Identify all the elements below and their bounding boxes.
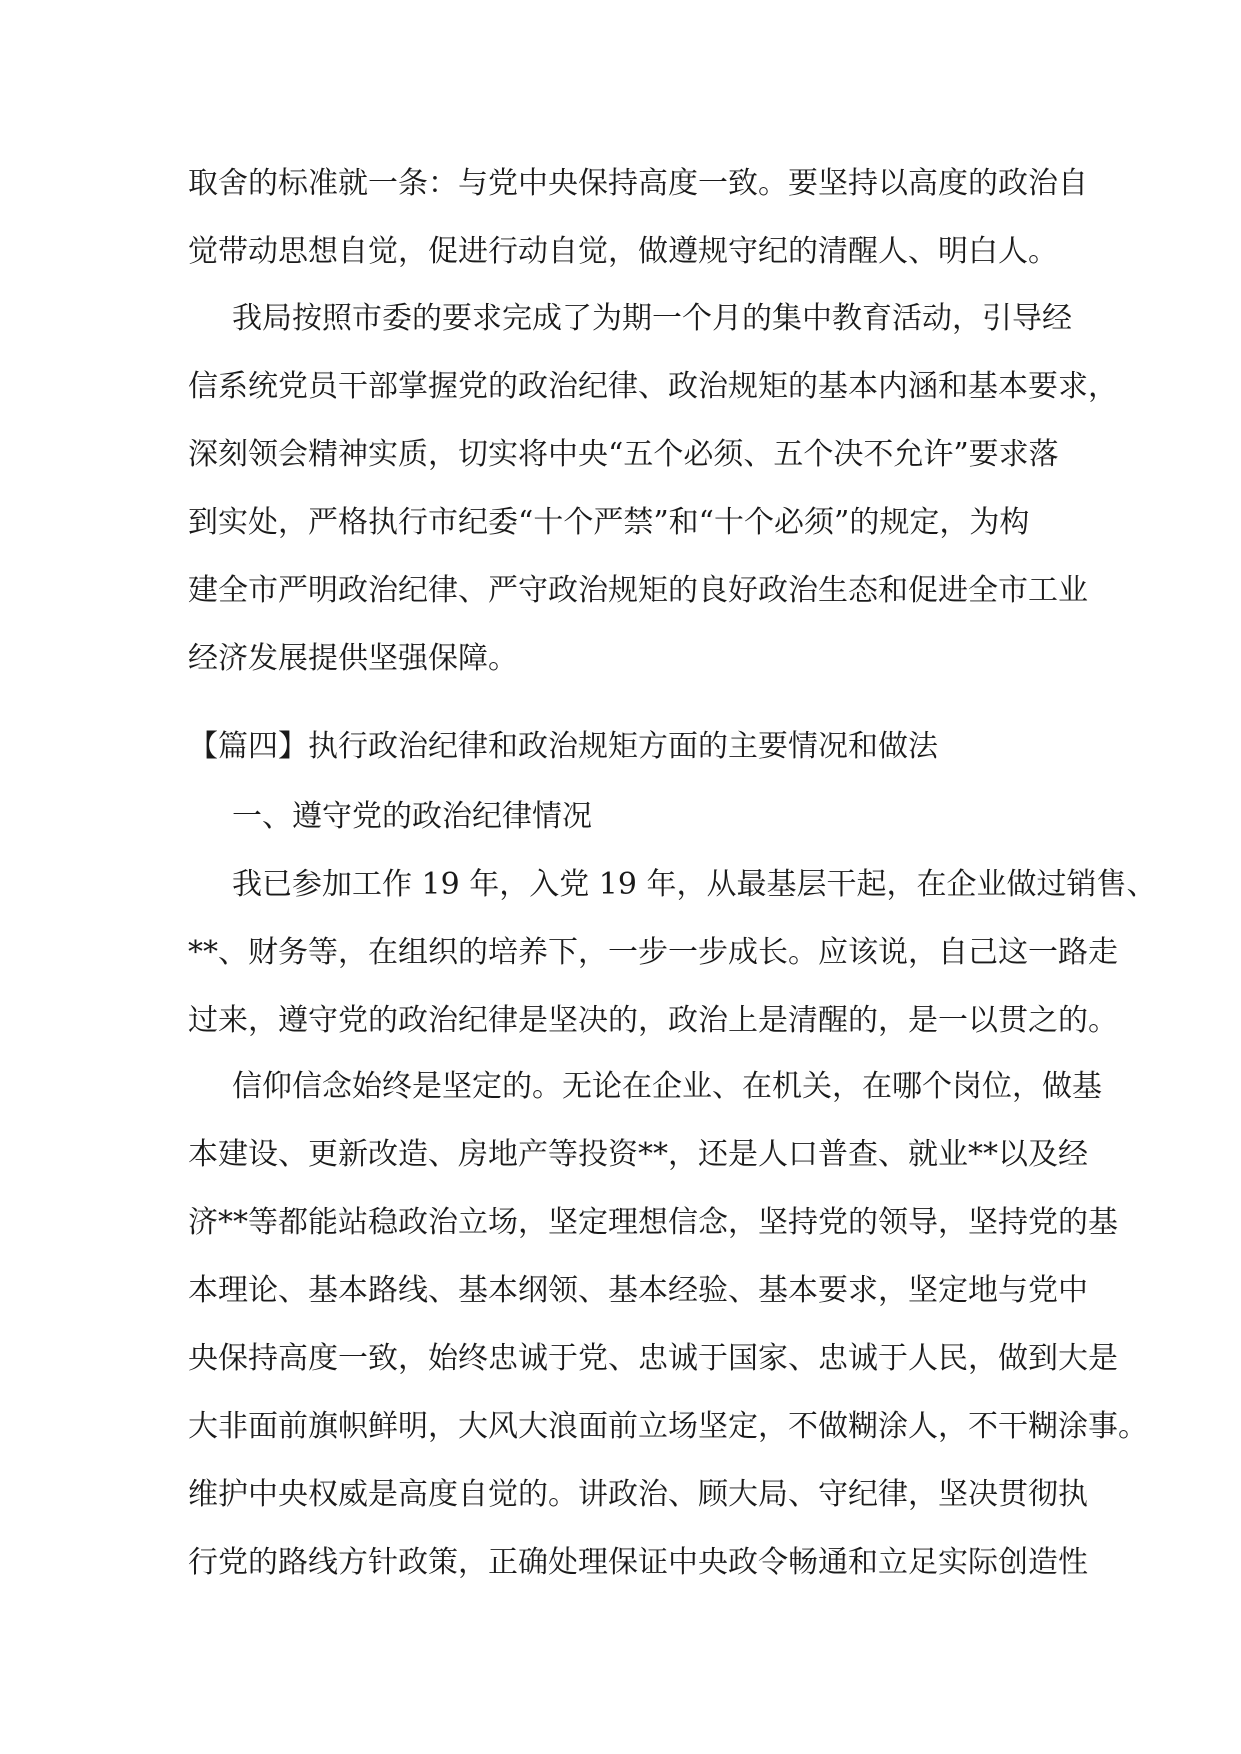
text-line: 建全市严明政治纪律、严守政治规矩的良好政治生态和促进全市工业 bbox=[188, 573, 1088, 608]
paragraph-3 bbox=[188, 851, 1157, 1055]
text-line: 大非面前旗帜鲜明，大风大浪面前立场坚定，不做糊涂人，不干糊涂事。 bbox=[188, 1409, 1148, 1444]
text-line: 信系统党员干部掌握党的政治纪律、政治规矩的基本内涵和基本要求， bbox=[188, 369, 1118, 404]
text-line: 信仰信念始终是坚定的。无论在企业、在机关，在哪个岗位，做基 bbox=[232, 1069, 1102, 1104]
text-line: 济**等都能站稳政治立场，坚定理想信念，坚持党的领导，坚持党的基 bbox=[188, 1205, 1118, 1240]
section-heading-text: 【篇四】执行政治纪律和政治规矩方面的主要情况和做法 bbox=[188, 729, 938, 764]
text-line: 过来，遵守党的政治纪律是坚决的，政治上是清醒的，是一以贯之的。 bbox=[188, 1003, 1118, 1038]
section-subheading-text: 一、遵守党的政治纪律情况 bbox=[232, 799, 592, 834]
text-line: 深刻领会精神实质，切实将中央“五个必须、五个决不允许”要求落 bbox=[188, 437, 1059, 472]
text-line: 本理论、基本路线、基本纲领、基本经验、基本要求，坚定地与党中 bbox=[188, 1273, 1088, 1308]
text-line: 我局按照市委的要求完成了为期一个月的集中教育活动，引导经 bbox=[232, 301, 1072, 336]
text-line: 取舍的标准就一条：与党中央保持高度一致。要坚持以高度的政治自 bbox=[188, 166, 1088, 201]
text-line: 央保持高度一致，始终忠诚于党、忠诚于国家、忠诚于人民，做到大是 bbox=[188, 1341, 1118, 1376]
text-line: **、财务等，在组织的培养下，一步一步成长。应该说，自己这一路走 bbox=[188, 935, 1118, 970]
text-line: 觉带动思想自觉，促进行动自觉，做遵规守纪的清醒人、明白人。 bbox=[188, 234, 1058, 269]
section-subheading bbox=[188, 783, 1068, 851]
text-line: 本建设、更新改造、房地产等投资**，还是人口普查、就业**以及经 bbox=[188, 1137, 1088, 1172]
text-line: 我已参加工作 19 年，入党 19 年，从最基层干起，在企业做过销售、 bbox=[232, 867, 1157, 902]
paragraph-2 bbox=[188, 285, 1118, 693]
text-line: 维护中央权威是高度自觉的。讲政治、顾大局、守纪律，坚决贯彻执 bbox=[188, 1477, 1088, 1512]
paragraph-4 bbox=[188, 1053, 1148, 1597]
text-line: 行党的路线方针政策，正确处理保证中央政令畅通和立足实际创造性 bbox=[188, 1545, 1088, 1580]
section-heading bbox=[188, 713, 1068, 781]
paragraph-1 bbox=[188, 150, 1088, 286]
text-line: 经济发展提供坚强保障。 bbox=[188, 641, 518, 676]
text-line: 到实处，严格执行市纪委“十个严禁”和“十个必须”的规定，为构 bbox=[188, 505, 1030, 540]
